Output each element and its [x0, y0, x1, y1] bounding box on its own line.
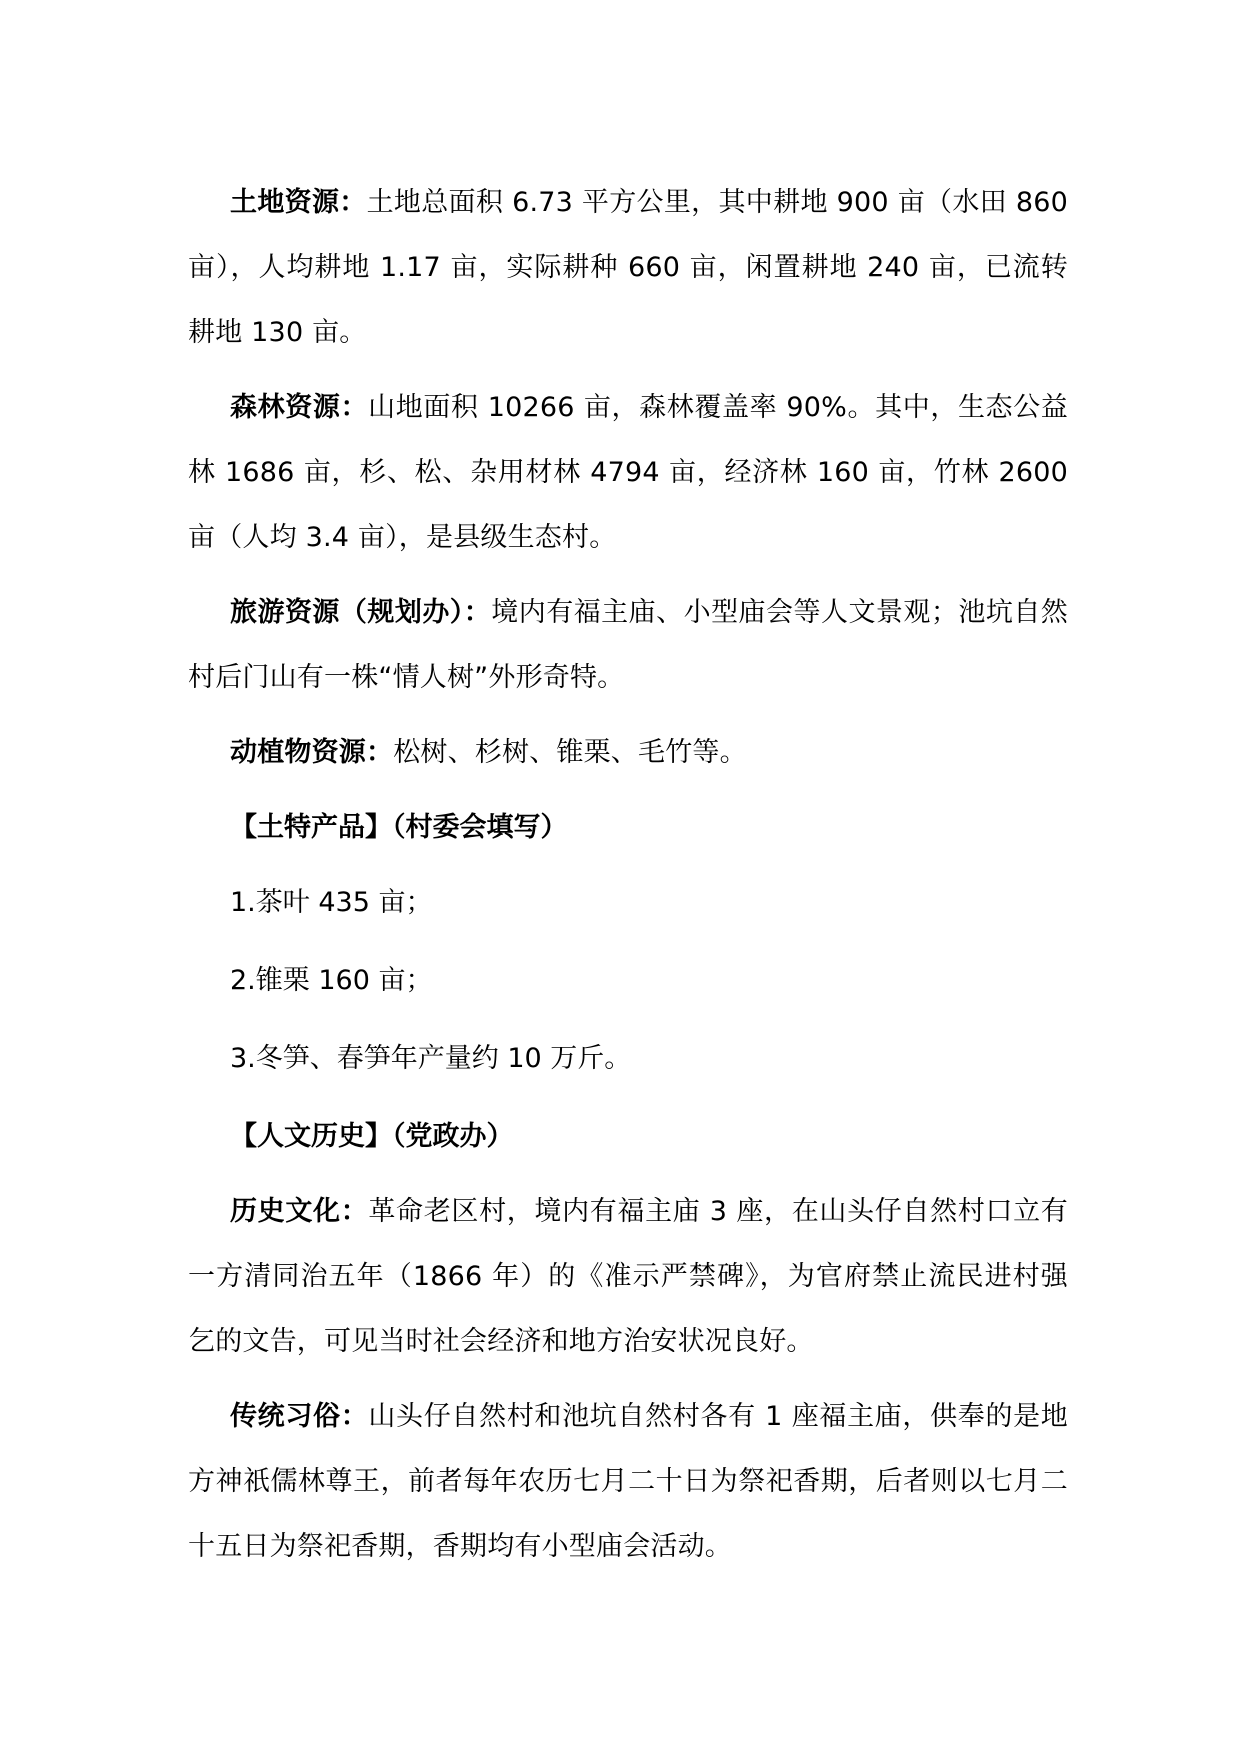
flora-fauna-text: 松树、杉树、锥栗、毛竹等。: [393, 737, 747, 768]
local-products-heading: 【土特产品】（村委会填写）: [230, 812, 568, 843]
traditional-customs-label: 传统习俗：: [230, 1401, 369, 1432]
land-resources-text: 土地总面积 6.73 平方公里，其中耕地 900 亩（水田 860 亩），人均耕地 1.17 亩，实际耕种 660 亩，闲置耕地 240 亩，已流转耕地 130 亩。: [188, 187, 1069, 348]
flora-fauna-paragraph: [188, 720, 1068, 785]
historical-culture-label: 历史文化：: [230, 1196, 369, 1227]
product-item: 2.锥栗 160 亩；: [230, 965, 433, 996]
history-heading: 【人文历史】（党政办）: [230, 1121, 514, 1152]
tourism-resources-text: 境内有福主庙、小型庙会等人文景观；池坑自然村后门山有一株“情人树”外形奇特。: [188, 597, 1068, 693]
product-item: 3.冬笋、春笋年产量约 10 万斤。: [230, 1043, 632, 1074]
tourism-resources-label: 旅游资源（规划办）：: [230, 597, 492, 628]
traditional-customs-text: 山头仔自然村和池坑自然村各有 1 座福主庙，供奉的是地方神祇儒林尊王，前者每年农历七月二十日为祭祀香期，后者则以七月二十五日为祭祀香期，香期均有小型庙会活动。: [188, 1401, 1068, 1562]
forest-resources-label: 森林资源：: [230, 392, 369, 423]
forest-resources-paragraph: [188, 375, 1068, 570]
tourism-resources-paragraph: [188, 580, 1068, 710]
forest-resources-text: 山地面积 10266 亩，森林覆盖率 90%。其中，生态公益林 1686 亩，杉、松、杂用材林 4794 亩，经济林 160 亩，竹林 2600 亩（人均 3.4 亩），是县级生态村。: [188, 392, 1069, 553]
land-resources-paragraph: [188, 170, 1068, 365]
document-page: [188, 170, 1068, 1589]
historical-culture-paragraph: [188, 1179, 1068, 1374]
product-item: 1.茶叶 435 亩；: [230, 887, 433, 918]
land-resources-label: 土地资源：: [230, 187, 367, 218]
flora-fauna-label: 动植物资源：: [230, 737, 394, 768]
traditional-customs-paragraph: [188, 1384, 1068, 1579]
historical-culture-text: 革命老区村，境内有福主庙 3 座，在山头仔自然村口立有一方清同治五年（1866 年）的《准示严禁碑》，为官府禁止流民进村强乞的文告，可见当时社会经济和地方治安状况良好。: [188, 1196, 1068, 1357]
